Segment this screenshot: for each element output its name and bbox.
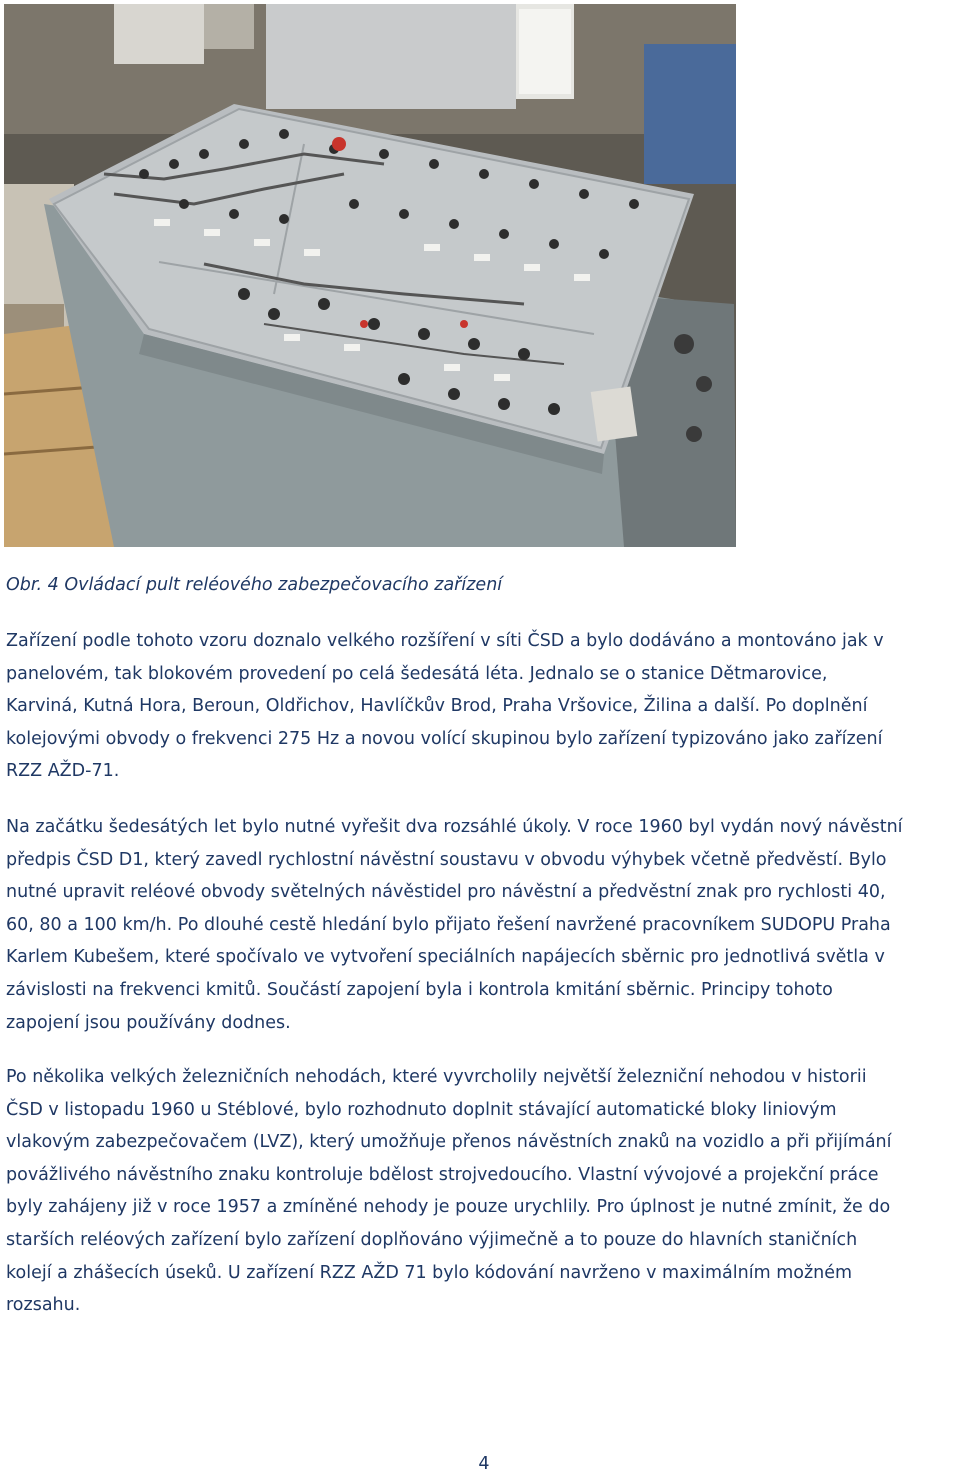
paragraph-line: Karlem Kubešem, které spočívalo ve vytvoření speciálních napájecích sběrnic pro jednotlivá světla v — [6, 947, 885, 968]
paragraph-line: závislosti na frekvenci kmitů. Součástí zapojení byla i kontrola kmitání sběrnic. Principy tohoto — [6, 979, 833, 1000]
figure-caption-text: Ovládací pult reléového zabezpečovacího zařízení — [64, 575, 503, 595]
paragraph-line: Karviná, Kutná Hora, Beroun, Oldřichov, Havlíčkův Brod, Praha Vršovice, Žilina a další. Po doplnění — [6, 696, 868, 717]
paragraph-3 — [6, 1061, 958, 1322]
paragraph-line: povážlivého návěstního znaku kontroluje bdělost strojvedoucího. Vlastní vývojové a projekční práce — [6, 1164, 879, 1185]
paragraph-line: ČSD v listopadu 1960 u Stéblové, bylo rozhodnuto doplnit stávající automatické bloky liniovým — [6, 1099, 837, 1120]
paragraph-line: nutné upravit reléové obvody světelných návěstidel pro návěstní a předvěstní znak pro rychlosti 40, — [6, 882, 886, 903]
control-panel-photo — [4, 4, 736, 547]
control-panel-illustration — [4, 4, 736, 547]
paragraph-line: kolejí a zhášecích úseků. U zařízení RZZ AŽD 71 bylo kódování navrženo v maximálním možném — [6, 1262, 853, 1283]
paragraph-line: Zařízení podle tohoto vzoru doznalo velkého rozšíření v síti ČSD a bylo dodáváno a montováno jak v — [6, 631, 884, 651]
page-number: 4 — [478, 1454, 490, 1474]
paragraph-line: starších reléových zařízení bylo zařízení doplňováno výjimečně a to pouze do hlavních staničních — [6, 1229, 858, 1250]
paragraph-2 — [6, 811, 958, 1039]
figure-caption-prefix: Obr. 4 — [6, 575, 59, 595]
paragraph-line: předpis ČSD D1, který zavedl rychlostní návěstní soustavu v obvodu výhybek včetně předvěstí. Bylo — [6, 849, 887, 870]
paragraph-line: kolejovými obvody o frekvenci 275 Hz a novou volící skupinou bylo zařízení typizováno jako zařízení — [6, 728, 883, 749]
paragraph-line: Na začátku šedesátých let bylo nutné vyřešit dva rozsáhlé úkoly. V roce 1960 byl vydán nový návěstní — [6, 817, 903, 837]
paragraph-line: 60, 80 a 100 km/h. Po dlouhé cestě hledání bylo přijato řešení navržené pracovníkem SUDOPU Praha — [6, 914, 891, 935]
paragraph-line: zapojení jsou používány dodnes. — [6, 1012, 291, 1033]
paragraph-line: byly zahájeny již v roce 1957 a zmíněné nehody je pouze urychlily. Pro úplnost je nutné zmínit, že do — [6, 1197, 891, 1218]
paragraph-line: rozsahu. — [6, 1295, 81, 1316]
paragraph-line: RZZ AŽD-71. — [6, 761, 120, 782]
paragraph-line: vlakovým zabezpečovačem (LVZ), který umožňuje přenos návěstních znaků na vozidlo a při přijímání — [6, 1132, 892, 1153]
figure-caption — [6, 575, 502, 595]
paragraph-line: Po několika velkých železničních nehodách, které vyvrcholily největší železniční nehodou v historii — [6, 1067, 867, 1087]
paragraph-1 — [6, 625, 958, 788]
paragraph-line: panelovém, tak blokovém provedení po celá šedesátá léta. Jednalo se o stanice Dětmarovice, — [6, 663, 828, 684]
